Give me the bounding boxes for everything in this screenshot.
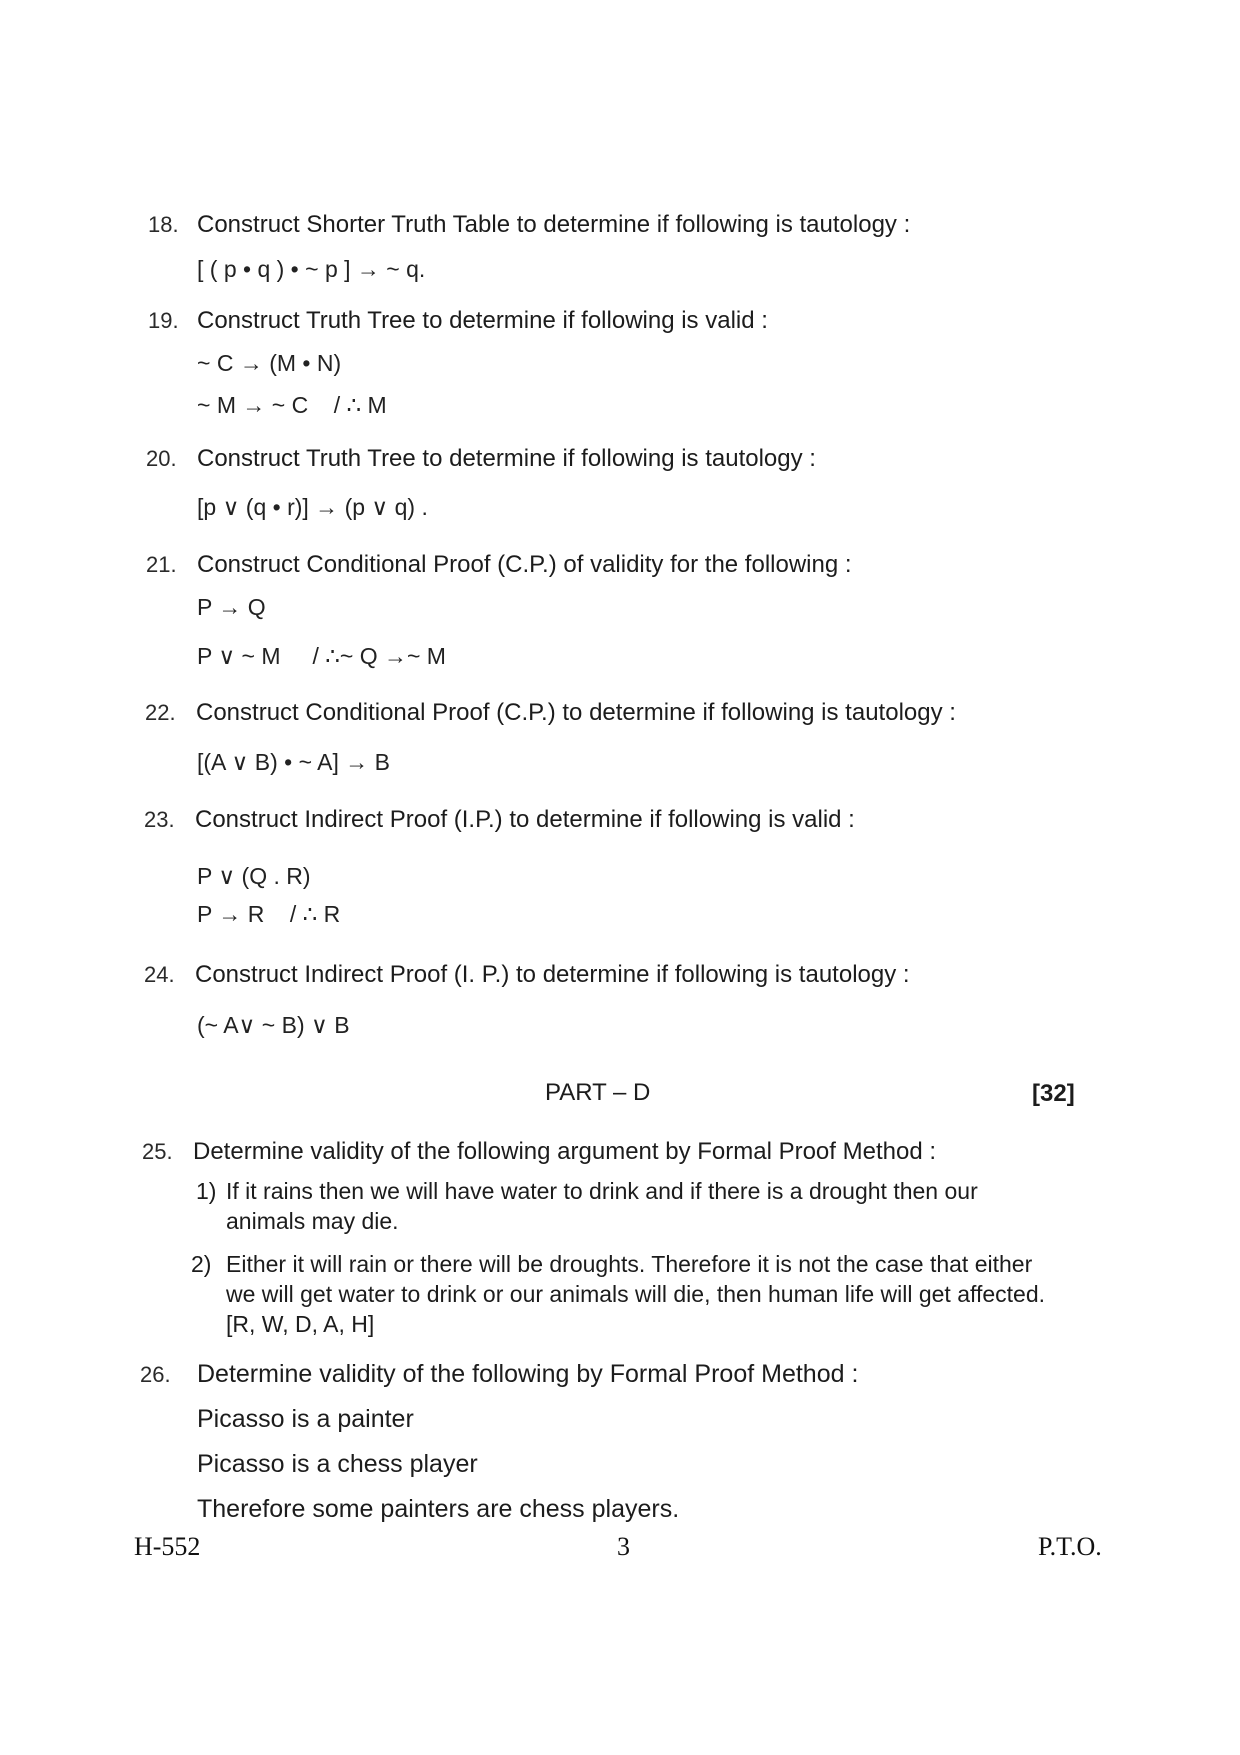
sub-item-text: Either it will rain or there will be droughts. Therefore it is not the case that either we will get water to drink or our animals will die, then human life will get affected. [R, W, D, A, H] (226, 1251, 1046, 1337)
question-text: Construct Indirect Proof (I. P.) to determine if following is tautology : (195, 961, 910, 988)
question-text: Determine validity of the following argument by Formal Proof Method : (193, 1138, 937, 1165)
question-number: 20. (146, 446, 177, 471)
question-number: 18. (148, 212, 179, 237)
question-number: 25. (142, 1139, 173, 1164)
question-text: Construct Conditional Proof (C.P.) of validity for the following : (197, 551, 852, 578)
formula-line: P → R / ∴ R (197, 901, 341, 927)
part-d-heading: PART – D (545, 1079, 651, 1106)
formula-line: ~ M → ~ C / ∴ M (197, 392, 387, 418)
formula-line: [(A ∨ B) • ~ A] → B (197, 749, 390, 775)
question-number: 26. (140, 1362, 171, 1387)
statement-line: Picasso is a chess player (197, 1450, 478, 1478)
question-number: 19. (148, 308, 179, 333)
sub-item-label: 1) (196, 1178, 217, 1204)
formula-line: [ ( p • q ) • ~ p ] → ~ q. (197, 256, 426, 282)
sub-item-label: 2) (191, 1251, 212, 1277)
statement-line: Therefore some painters are chess players. (197, 1495, 680, 1523)
question-text: Construct Conditional Proof (C.P.) to determine if following is tautology : (196, 699, 956, 726)
formula-line: [p ∨ (q • r)] → (p ∨ q) . (197, 494, 428, 520)
formula-line: (~ A∨ ~ B) ∨ B (197, 1012, 350, 1038)
paper-code: H-552 (134, 1532, 201, 1561)
formula-line: P ∨ (Q . R) (197, 863, 311, 889)
question-text: Determine validity of the following by Formal Proof Method : (197, 1360, 859, 1388)
sub-item-text: If it rains then we will have water to drink and if there is a drought then our animals may die. (226, 1178, 978, 1234)
pto-label: P.T.O. (1038, 1532, 1102, 1561)
part-d-marks: [32] (1032, 1080, 1075, 1107)
statement-line: Picasso is a painter (197, 1405, 414, 1433)
question-number: 21. (146, 552, 177, 577)
formula-line: P → Q (197, 594, 266, 620)
page-number: 3 (617, 1532, 630, 1561)
formula-line: ~ C → (M • N) (197, 350, 342, 376)
question-text: Construct Truth Tree to determine if following is valid : (197, 307, 768, 334)
question-text: Construct Truth Tree to determine if following is tautology : (197, 445, 816, 472)
formula-line: P ∨ ~ M / ∴~ Q →~ M (197, 643, 446, 669)
question-text: Construct Indirect Proof (I.P.) to determine if following is valid : (195, 806, 855, 833)
question-number: 22. (145, 700, 176, 725)
question-number: 23. (144, 807, 175, 832)
question-number: 24. (144, 962, 175, 987)
question-text: Construct Shorter Truth Table to determine if following is tautology : (197, 211, 911, 238)
